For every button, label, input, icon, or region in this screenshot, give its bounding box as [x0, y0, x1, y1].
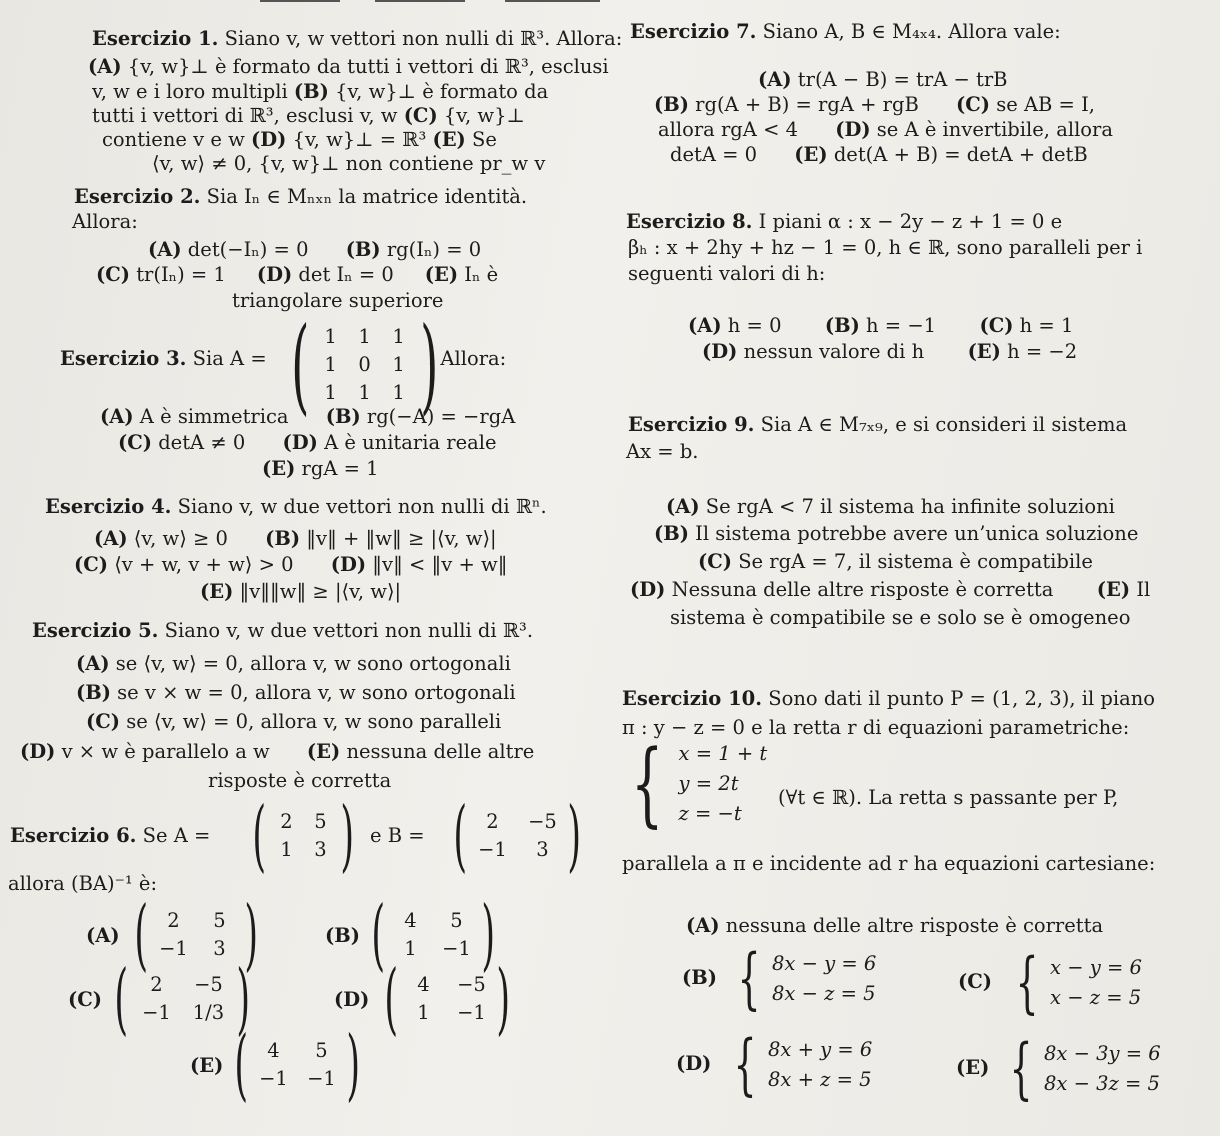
top-rule — [375, 0, 465, 2]
ex3-matrix-A: ( 1 1 1 1 0 1 1 1 1 ) — [291, 304, 438, 426]
ex10-line-3: (∀t ∈ ℝ). La retta s passante per P, — [778, 786, 1119, 809]
system-equations: 8x − y = 6 8x − z = 5 — [772, 952, 877, 1005]
system-equations: 8x − 3y = 6 8x − 3z = 5 — [1044, 1042, 1161, 1095]
ex2-line-1: Esercizio 2. Sia Iₙ ∈ Mₙₓₙ la matrice identità. — [74, 185, 528, 208]
matrix-cells: 2 5 1 3 — [280, 810, 327, 861]
ex1-line-1: Esercizio 1. Siano v, w vettori non nulli di ℝ³. Allora: — [92, 27, 623, 50]
ex9-line-2: Ax = b. — [626, 440, 699, 463]
ex1-line-5: contiene v e w (D) {v, w}⊥ = ℝ³ (E) Se — [102, 128, 497, 151]
ex6-question: allora (BA)⁻¹ è: — [8, 872, 158, 895]
ex5-line-b: (B) se v × w = 0, allora v, w sono ortogonali — [76, 681, 516, 704]
ex1-line-2: (A) {v, w}⊥ è formato da tutti i vettori di ℝ³, esclusi — [88, 55, 609, 78]
matrix-cells: 4 5 −1 −1 — [259, 1039, 336, 1090]
matrix-cells: 2 −5 −1 1/3 — [142, 973, 225, 1024]
ex10-option-a: (A) nessuna delle altre risposte è corretta — [686, 914, 1104, 937]
ex3-intro: Esercizio 3. Sia A = — [60, 347, 267, 370]
ex9-line-e: sistema è compatibile se e solo se è omogeneo — [670, 606, 1131, 629]
ex6-option-D-matrix: ( 4 −5 1 −1 ) — [384, 954, 511, 1044]
matrix-cells: 4 −5 1 −1 — [417, 973, 486, 1024]
ex4-line-c: (C) ⟨v + w, v + w⟩ > 0 (D) ‖v‖ < ‖v + w‖ — [74, 553, 508, 576]
ex6-option-C-matrix: ( 2 −5 −1 1/3 ) — [114, 954, 251, 1044]
ex6-intro: Esercizio 6. Se A = — [10, 824, 211, 847]
ex6-and: e B = — [370, 824, 425, 847]
ex1-line-3: v, w e i loro multipli (B) {v, w}⊥ è formato da — [92, 80, 549, 103]
ex5-line-e2: risposte è corretta — [208, 769, 392, 792]
ex5-intro: Esercizio 5. Siano v, w due vettori non nulli di ℝ³. — [32, 619, 534, 642]
ex6-matrix-A: ( 2 5 1 3 ) — [252, 791, 355, 881]
ex10-label-C: (C) — [958, 970, 992, 993]
ex6-option-E-matrix: ( 4 5 −1 −1 ) — [234, 1020, 361, 1110]
ex10-option-E-system: { 8x − 3y = 6 8x − 3z = 5 — [1009, 1030, 1161, 1107]
ex6-label-C: (C) — [68, 988, 102, 1011]
ex10-line-4: parallela a π e incidente ad r ha equazioni cartesiane: — [622, 852, 1156, 875]
ex10-label-B: (B) — [682, 966, 717, 989]
ex7-line-c: allora rgA < 4 (D) se A è invertibile, allora — [658, 118, 1113, 141]
ex9-line-c: (C) Se rgA = 7, il sistema è compatibile — [698, 550, 1093, 573]
ex2-line-4: (C) tr(Iₙ) = 1 (D) det Iₙ = 0 (E) Iₙ è — [96, 263, 499, 286]
top-rule — [260, 0, 340, 2]
ex10-line-2: π : y − z = 0 e la retta r di equazioni parametriche: — [622, 716, 1130, 739]
ex8-line-3: seguenti valori di h: — [628, 262, 826, 285]
ex6-label-E: (E) — [190, 1054, 224, 1077]
system-equations: x − y = 6 x − z = 5 — [1050, 956, 1142, 1009]
ex7-line-d: detA = 0 (E) det(A + B) = detA + detB — [670, 143, 1088, 166]
ex10-option-D-system: { 8x + y = 6 8x + z = 5 — [733, 1026, 873, 1103]
ex8-line-2: βₕ : x + 2hy + hz − 1 = 0, h ∈ ℝ, sono paralleli per i — [628, 236, 1143, 259]
ex7-line-b: (B) rg(A + B) = rgA + rgB (C) se AB = I, — [654, 93, 1095, 116]
ex7-intro: Esercizio 7. Siano A, B ∈ M₄ₓ₄. Allora vale: — [630, 20, 1061, 43]
ex10-option-C-system: { x − y = 6 x − z = 5 — [1015, 944, 1142, 1021]
ex8-line-a: (A) h = 0 (B) h = −1 (C) h = 1 — [688, 314, 1074, 337]
ex2-line-2: Allora: — [72, 210, 138, 233]
system-equations: x = 1 + t y = 2t z = −t — [678, 742, 768, 825]
ex9-line-d: (D) Nessuna delle altre risposte è corretta (E) Il — [630, 578, 1151, 601]
ex1-line-6: ⟨v, w⟩ ≠ 0, {v, w}⊥ non contiene pr_w v — [152, 152, 546, 175]
matrix-cells: 1 1 1 1 0 1 1 1 1 — [324, 325, 405, 404]
ex9-line-1: Esercizio 9. Sia A ∈ M₇ₓ₉, e si consideri il sistema — [628, 413, 1128, 436]
ex3-line-e: (E) rgA = 1 — [262, 457, 379, 480]
ex4-intro: Esercizio 4. Siano v, w due vettori non nulli di ℝⁿ. — [45, 495, 547, 518]
matrix-cells: 2 −5 −1 3 — [478, 810, 557, 861]
ex10-label-D: (D) — [676, 1052, 712, 1075]
ex6-label-A: (A) — [86, 924, 120, 947]
ex6-option-A-matrix: ( 2 5 −1 3 ) — [134, 890, 259, 980]
ex6-matrix-B: ( 2 −5 −1 3 ) — [453, 791, 582, 881]
ex8-line-d: (D) nessun valore di h (E) h = −2 — [702, 340, 1078, 363]
top-rule — [505, 0, 600, 2]
ex9-line-a: (A) Se rgA < 7 il sistema ha infinite soluzioni — [666, 495, 1115, 518]
matrix-cells: 4 5 1 −1 — [404, 909, 471, 960]
ex1-line-4: tutti i vettori di ℝ³, esclusi v, w (C) {v, w}⊥ — [92, 104, 525, 127]
ex4-line-e: (E) ‖v‖‖w‖ ≥ |⟨v, w⟩| — [200, 580, 402, 603]
matrix-cells: 2 5 −1 3 — [159, 909, 226, 960]
ex4-line-a: (A) ⟨v, w⟩ ≥ 0 (B) ‖v‖ + ‖w‖ ≥ |⟨v, w⟩| — [94, 527, 497, 550]
ex3-line-c: (C) detA ≠ 0 (D) A è unitaria reale — [118, 431, 497, 454]
ex10-line-1: Esercizio 10. Sono dati il punto P = (1, 2, 3), il piano — [622, 687, 1156, 710]
ex6-label-B: (B) — [325, 924, 360, 947]
ex2-line-5: triangolare superiore — [232, 289, 444, 312]
system-equations: 8x + y = 6 8x + z = 5 — [768, 1038, 873, 1091]
ex9-line-b: (B) Il sistema potrebbe avere un’unica soluzione — [654, 522, 1139, 545]
ex10-label-E: (E) — [956, 1056, 990, 1079]
ex3-line-a: (A) A è simmetrica (B) rg(−A) = −rgA — [100, 405, 516, 428]
ex5-line-c: (C) se ⟨v, w⟩ = 0, allora v, w sono paralleli — [86, 710, 502, 733]
ex5-line-a: (A) se ⟨v, w⟩ = 0, allora v, w sono ortogonali — [76, 652, 511, 675]
ex2-line-3: (A) det(−Iₙ) = 0 (B) rg(Iₙ) = 0 — [148, 238, 482, 261]
ex8-line-1: Esercizio 8. I piani α : x − 2y − z + 1 = 0 e — [626, 210, 1063, 233]
ex5-line-d: (D) v × w è parallelo a w (E) nessuna delle altre — [20, 740, 535, 763]
ex10-parametric-system: { x = 1 + t y = 2t z = −t — [631, 730, 768, 837]
ex6-label-D: (D) — [334, 988, 370, 1011]
ex3-allora: . Allora: — [428, 347, 507, 370]
ex6-option-B-matrix: ( 4 5 1 −1 ) — [371, 890, 496, 980]
ex7-line-a: (A) tr(A − B) = trA − trB — [758, 68, 1008, 91]
ex10-option-B-system: { 8x − y = 6 8x − z = 5 — [737, 940, 877, 1017]
